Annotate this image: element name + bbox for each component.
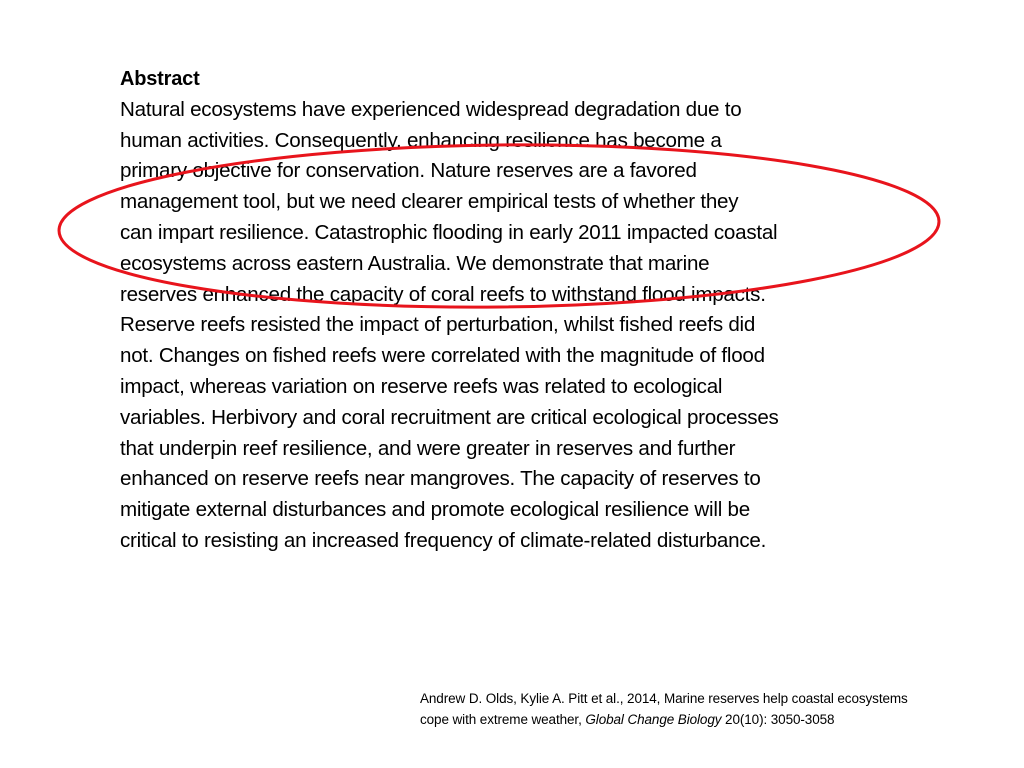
abstract-line: impact, whereas variation on reserve reefs was related to ecological <box>120 374 723 398</box>
abstract-line: critical to resisting an increased frequency of climate-related disturbance. <box>120 528 767 552</box>
abstract-line: primary objective for conservation. Nature reserves are a favored <box>120 159 697 183</box>
abstract-line: Reserve reefs resisted the impact of perturbation, whilst fished reefs did <box>120 313 756 337</box>
abstract-section <box>120 64 910 557</box>
abstract-line: that underpin reef resilience, and were greater in reserves and further <box>120 436 736 460</box>
citation-journal: Global Change Biology <box>585 712 722 727</box>
abstract-line: reserves enhanced the capacity of coral reefs to withstand flood impacts. <box>120 282 766 306</box>
abstract-line: management tool, but we need clearer empirical tests of whether they <box>120 190 739 214</box>
citation-line-2-suffix: 20(10): 3050-3058 <box>721 712 835 727</box>
citation <box>420 688 1010 730</box>
abstract-line: mitigate external disturbances and promote ecological resilience will be <box>120 498 750 522</box>
abstract-line: Natural ecosystems have experienced widespread degradation due to <box>120 97 742 121</box>
abstract-line: can impart resilience. Catastrophic flooding in early 2011 impacted coastal <box>120 220 778 244</box>
citation-line-1: Andrew D. Olds, Kylie A. Pitt et al., 2014, Marine reserves help coastal ecosystems <box>420 691 908 706</box>
abstract-line: human activities. Consequently, enhancing resilience has become a <box>120 128 722 152</box>
abstract-line: ecosystems across eastern Australia. We demonstrate that marine <box>120 251 710 275</box>
abstract-line: enhanced on reserve reefs near mangroves. The capacity of reserves to <box>120 467 761 491</box>
abstract-heading: Abstract <box>120 68 200 90</box>
abstract-body <box>120 95 910 557</box>
abstract-line: variables. Herbivory and coral recruitment are critical ecological processes <box>120 405 779 429</box>
citation-line-2 <box>420 709 1010 730</box>
abstract-line: not. Changes on fished reefs were correlated with the magnitude of flood <box>120 344 765 368</box>
citation-line-2-prefix: cope with extreme weather, <box>420 712 586 727</box>
